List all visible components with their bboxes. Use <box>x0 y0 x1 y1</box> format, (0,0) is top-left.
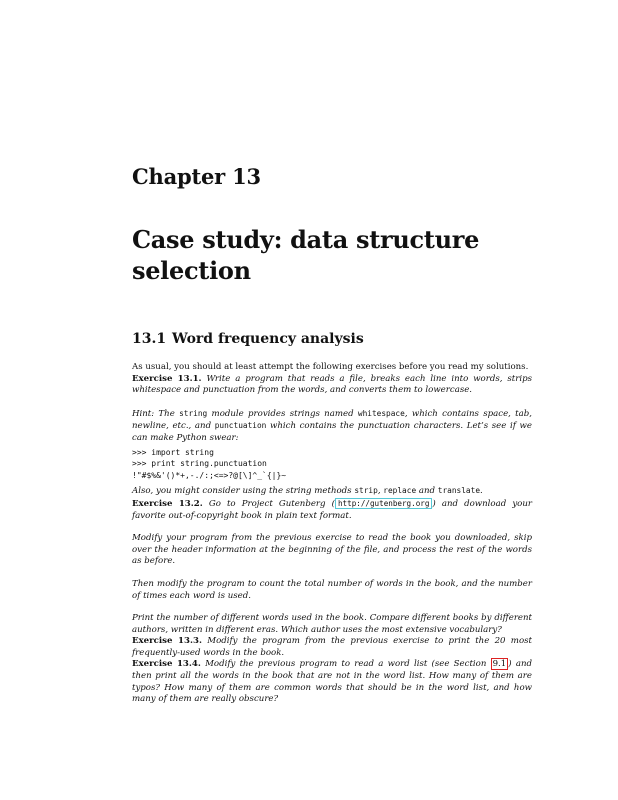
exercise-paragraph: Then modify the program to count the total number of words in the book, and the number of times each word is used. <box>132 578 532 601</box>
code-string: string <box>179 408 208 418</box>
hint-text: which contains the punctuation characters. Let’s see if we can make Python swear: <box>132 421 532 443</box>
also-text: and <box>416 486 438 497</box>
exercise-text: ) and download your favorite out-of-copyright book in plain text format. <box>132 498 532 521</box>
exercise-13-4 <box>132 659 532 705</box>
intro-paragraph: As usual, you should at least attempt the following exercises before you read my solutions. <box>132 362 529 372</box>
code-line: >>> print string.punctuation <box>132 459 267 469</box>
also-text: Also, you might consider using the string methods <box>132 486 355 497</box>
exercise-text: Modify the program from the previous exercise to print the 20 most frequently-used words in the book. <box>132 636 532 658</box>
exercise-paragraph: Modify your program from the previous exercise to read the book you downloaded, skip over the header information at the beginning of the file, and process the rest of the words as before. <box>132 533 532 567</box>
section-heading <box>132 331 364 347</box>
exercise-label: Exercise 13.2. <box>132 498 203 509</box>
exercise-13-1 <box>132 374 532 397</box>
section-ref-link[interactable]: 9.1 <box>492 659 507 670</box>
section-title: Word frequency analysis <box>172 331 364 347</box>
code-line: >>> import string <box>132 447 214 457</box>
exercise-label: Exercise 13.3. <box>132 636 202 647</box>
exercise-label: Exercise 13.1. <box>132 373 202 384</box>
body-text <box>132 362 532 706</box>
code-strip: strip <box>354 486 378 496</box>
also-text: , <box>377 486 384 497</box>
code-translate: translate <box>437 486 481 496</box>
also-paragraph <box>132 485 532 498</box>
code-line: !"#$%&'()*+,-./:;<=>?@[\]^_`{|}~ <box>132 470 287 480</box>
section-number: 13.1 <box>132 331 167 347</box>
exercise-label: Exercise 13.4. <box>132 659 201 670</box>
exercise-text: Go to Project Gutenberg ( <box>208 498 335 509</box>
chapter-title: Case study: data structure selection <box>132 225 480 285</box>
code-whitespace: whitespace <box>357 408 405 418</box>
exercise-13-2 <box>132 498 532 522</box>
also-text: . <box>480 486 483 497</box>
hint-text: module provides strings named <box>207 408 358 419</box>
code-block <box>132 447 532 482</box>
exercise-text: ) and then print all the words in the book that are not in the word list. How many of them are typos? How many of them are common words that should be in the word list, and how many of them are really obscure? <box>132 659 532 705</box>
gutenberg-link[interactable]: http://gutenberg.org <box>335 498 432 509</box>
code-replace: replace <box>383 486 417 496</box>
exercise-13-3 <box>132 636 532 659</box>
exercise-paragraph: Print the number of different words used in the book. Compare different books by different authors, written in different eras. Which author uses the most extensive vocabulary? <box>132 613 532 635</box>
code-punctuation: punctuation <box>214 421 267 431</box>
hint-text: , which contains space, tab, newline, etc., and <box>132 408 532 432</box>
hint-text: Hint: The <box>132 408 180 419</box>
hint-paragraph <box>132 408 532 445</box>
chapter-label: Chapter 13 <box>132 164 261 189</box>
exercise-text: Modify the previous program to read a word list (see Section <box>205 659 491 670</box>
exercise-text: Write a program that reads a file, breaks each line into words, strips whitespace and punctuation from the words, and converts them to lowercase. <box>132 373 533 396</box>
